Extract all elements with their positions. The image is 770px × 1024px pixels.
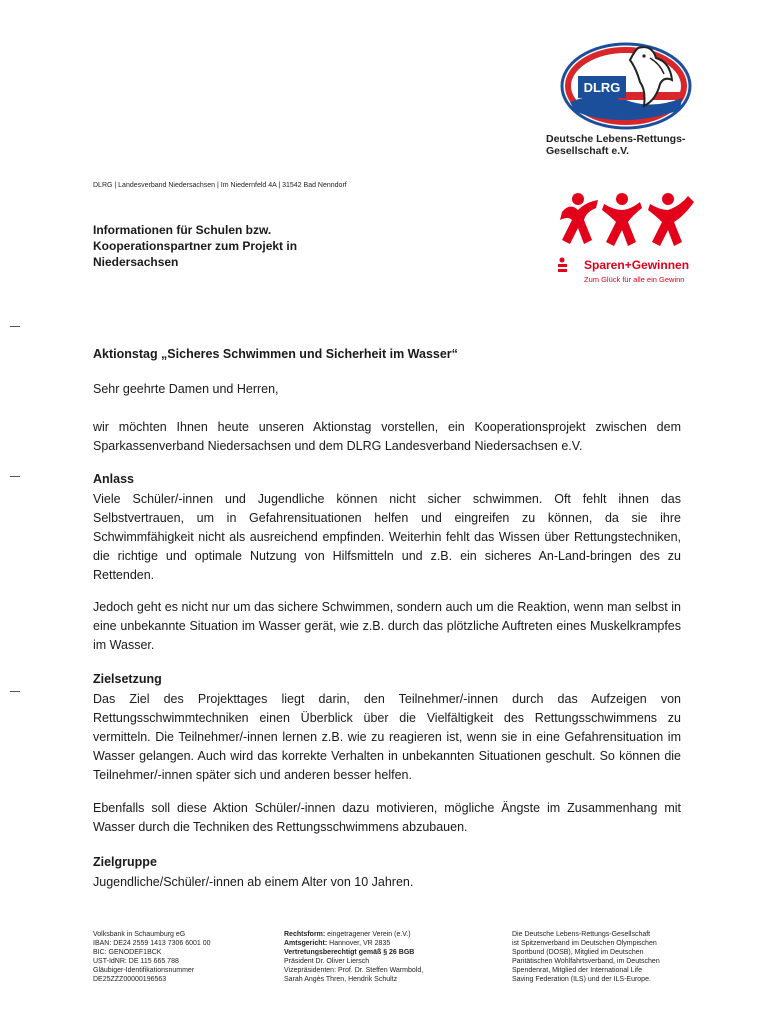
- footer-line: [284, 939, 423, 948]
- zielgruppe-paragraph: Jugendliche/Schüler/-innen ab einem Alter von 10 Jahren.: [93, 875, 414, 889]
- footer-organization-info: [512, 930, 660, 984]
- org-name-line1: Deutsche Lebens-Rettungs-: [546, 133, 686, 145]
- footer-line: DE25ZZZ00000196563: [93, 976, 167, 983]
- footer-line: Spendenrat, Mitglied der International Life: [512, 967, 642, 974]
- footer-line: Vizepräsidenten: Prof. Dr. Steffen Warmbold,: [284, 967, 424, 974]
- sender-line: DLRG | Landesverband Niedersachsen | Im Niedernfeld 4A | 31542 Bad Nenndorf: [93, 182, 347, 189]
- salutation: Sehr geehrte Damen und Herren,: [93, 382, 279, 396]
- footer-line: ist Spitzenverband im Deutschen Olympischen: [512, 940, 657, 947]
- footer-line: Die Deutsche Lebens-Rettungs-Gesellschaft: [512, 931, 651, 938]
- footer-line: [284, 948, 423, 957]
- fold-mark: [10, 326, 20, 327]
- footer-label: Rechtsform:: [284, 931, 326, 938]
- fold-mark: [10, 476, 20, 477]
- recipient-line: Kooperationspartner zum Projekt in: [93, 239, 298, 253]
- dlrg-logo-text: DLRG: [583, 80, 621, 95]
- dlrg-logo: [560, 40, 695, 130]
- sponsor-logo-slogan: Zum Glück für alle ein Gewinn: [584, 275, 685, 284]
- zielsetzung-paragraph-2: Ebenfalls soll diese Aktion Schüler/-innen dazu motivieren, mögliche Ängste im Zusammenhang mit Wasser durch die Techniken des Rettungsschwimmens abzubauen.: [93, 801, 681, 834]
- footer-line: IBAN: DE24 2559 1413 7306 6001 00: [93, 940, 211, 947]
- footer-value: eingetragener Verein (e.V.): [325, 931, 411, 938]
- footer-line: Präsident Dr. Oliver Liersch: [284, 958, 370, 965]
- footer-line: Paritätischen Wohlfahrtsverband, im Deutschen: [512, 958, 660, 965]
- section-heading-anlass: Anlass: [93, 472, 134, 486]
- recipient-line: Niedersachsen: [93, 255, 179, 269]
- anlass-paragraph-1: Viele Schüler/-innen und Jugendliche können nicht sicher schwimmen. Oft fehlt ihnen das Selbstvertrauen, um in Gefahrensituationen helfen und eingreifen zu können, da sie ihre Schwimmfähigkeit nicht als ausreichend empfinden. Weiterhin fehlt das Wissen über Rettungstechniken, die richtige und optimale Nutzung von Hilfsmitteln und z.B. ein sicheres An-Land-bringen des zu Rettenden.: [93, 492, 681, 582]
- footer-line: [284, 930, 423, 939]
- footer-value: Hannover, VR 2835: [327, 940, 391, 947]
- sponsor-logo-text: Sparen+Gewinnen: [584, 258, 690, 272]
- footer-line: Saving Federation (ILS) und der ILS-Europe.: [512, 976, 651, 983]
- org-name-line2: Gesellschaft e.V.: [546, 145, 630, 157]
- intro-paragraph: wir möchten Ihnen heute unseren Aktionstag vorstellen, ein Kooperationsprojekt zwischen dem Sparkassenverband Niedersachsen und dem DLRG Landesverband Niedersachsen e.V.: [93, 420, 681, 453]
- recipient-block: [93, 222, 393, 270]
- section-heading-zielsetzung: Zielsetzung: [93, 672, 162, 686]
- footer-line: Gläubiger-Identifikationsnummer: [93, 967, 195, 974]
- fold-mark: [10, 691, 20, 692]
- letter-subject: Aktionstag „Sicheres Schwimmen und Sicherheit im Wasser“: [93, 347, 458, 361]
- footer-label: Vertretungsberechtigt gemäß § 26 BGB: [284, 949, 415, 956]
- zielsetzung-paragraph-1: Das Ziel des Projekttages liegt darin, den Teilnehmer/-innen durch das Aufzeigen von Rettungsschwimmtechniken einen Überblick über die Vielfältigkeit des Rettungsschwimmens zu vermitteln. Die Teilnehmer/-innen lernen z.B. wie zu reagieren ist, wenn sie in eine Gefahrensituation im Wasser gelangen. Auch wird das korrekte Verhalten in unbekannten Situationen geschult. So können die Teilnehmer/-innen später sich und anderen besser helfen.: [93, 692, 681, 782]
- anlass-paragraph-2: Jedoch geht es nicht nur um das sichere Schwimmen, sondern auch um die Reaktion, wenn man selbst in eine unbekannte Situation im Wasser gerät, wie z.B. durch das plötzliche Auftreten eines Muskelkrampfes im Wasser.: [93, 600, 681, 652]
- footer-line: Volksbank in Schaumburg eG: [93, 931, 186, 938]
- footer-legal-details: [284, 930, 423, 984]
- organization-name: [546, 133, 685, 157]
- footer-line: Sarah Angès Thren, Hendrik Schultz: [284, 976, 398, 983]
- sparen-gewinnen-logo: [556, 190, 701, 290]
- recipient-line: Informationen für Schulen bzw.: [93, 223, 272, 237]
- footer-bank-details: [93, 930, 211, 984]
- footer-line: UST-IdNR: DE 115 665 788: [93, 958, 179, 965]
- section-heading-zielgruppe: Zielgruppe: [93, 855, 157, 869]
- footer-line: Sportbund (DOSB), Mitglied im Deutschen: [512, 949, 644, 956]
- footer-line: BIC: GENODEF1BCK: [93, 949, 162, 956]
- footer-label: Amtsgericht:: [284, 940, 328, 947]
